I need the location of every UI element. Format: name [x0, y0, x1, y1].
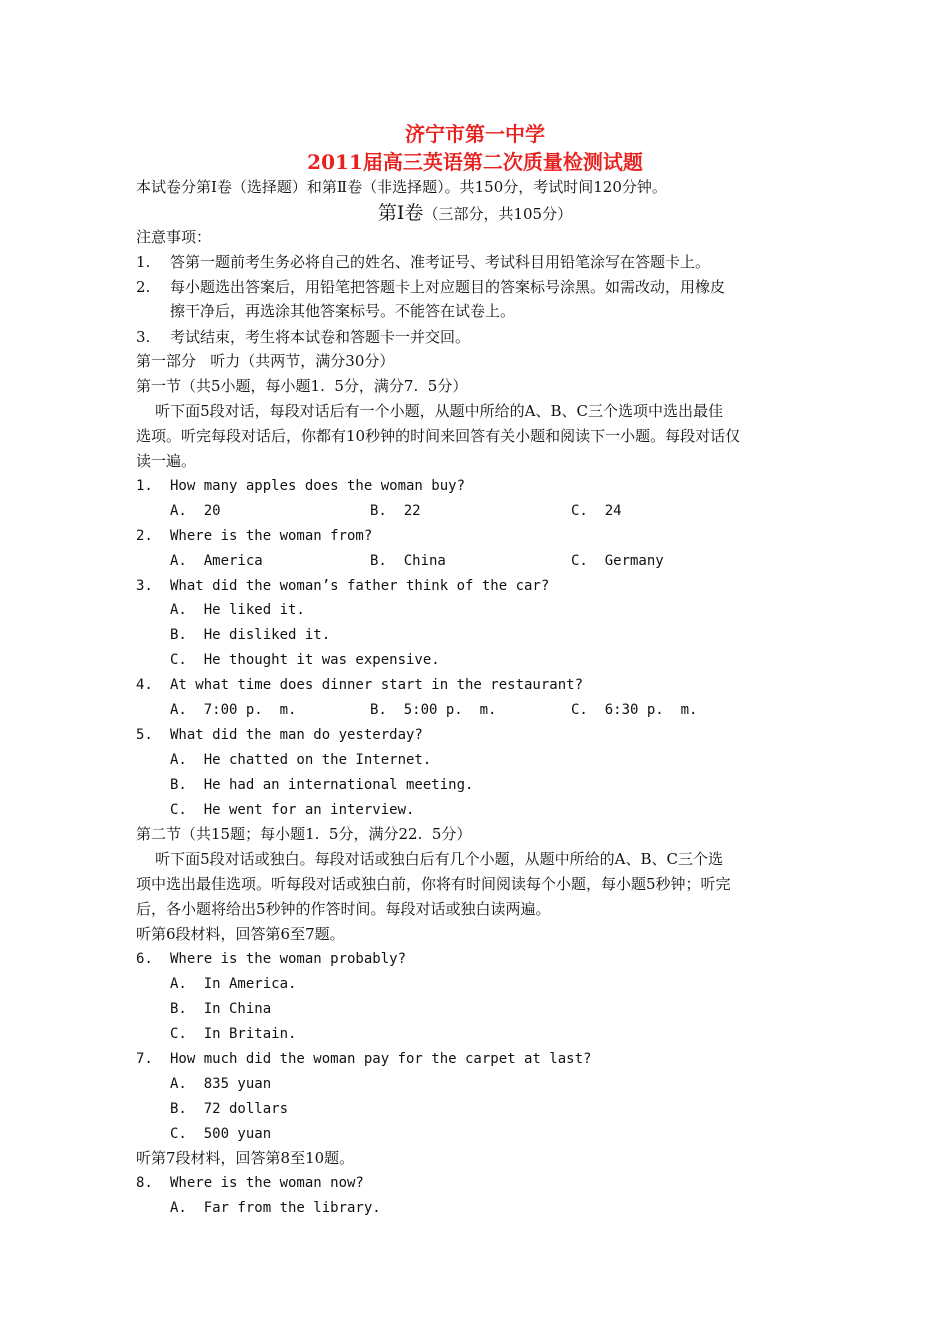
question-text: At what time does dinner start in the restaurant? [170, 677, 584, 693]
section1-instructions-line1: 听下面5段对话，每段对话后有一个小题，从题中所给的A、B、C三个选项中选出最佳 [136, 402, 723, 420]
note-item-2 [136, 277, 725, 297]
section2-heading: 第二节（共15题；每小题1. 5分，满分22. 5分） [136, 825, 472, 843]
option-c: C. In Britain. [170, 1026, 297, 1042]
section2-instructions-line3: 后，各小题将给出5秒钟的作答时间。每段对话或独白读两遍。 [136, 900, 551, 918]
school-title: 济宁市第一中学 [405, 122, 545, 146]
note-text: 答第一题前考生务必将自己的姓名、准考证号、考试科目用铅笔涂写在答题卡上。 [170, 253, 711, 271]
option-a: A. In America. [170, 976, 297, 992]
question-number: 4. [136, 677, 153, 693]
note-item-2-cont: 擦干净后，再选涂其他答案标号。不能答在试卷上。 [170, 302, 516, 320]
question-text: Where is the woman probably? [170, 951, 407, 967]
option-c: C. 24 [571, 503, 622, 519]
option-a: A. He chatted on the Internet. [170, 752, 432, 768]
question-number: 5. [136, 727, 153, 743]
question-4 [136, 675, 583, 695]
option-c: C. Germany [571, 553, 664, 569]
note-number: 3. [136, 328, 151, 346]
option-a: A. Far from the library. [170, 1200, 381, 1216]
question-7 [136, 1049, 591, 1069]
volume1-note: （三部分，共105分） [423, 205, 573, 223]
option-a: A. America [170, 553, 263, 569]
question-5 [136, 725, 423, 745]
option-c: C. 500 yuan [170, 1126, 272, 1142]
question-2 [136, 526, 372, 546]
notes-heading: 注意事项： [136, 228, 212, 246]
note-number: 1. [136, 253, 151, 271]
note-text: 考试结束，考生将本试卷和答题卡一并交回。 [170, 328, 471, 346]
question-number: 3. [136, 578, 153, 594]
question-text: Where is the woman from? [170, 528, 373, 544]
question-6 [136, 949, 406, 969]
material-7-heading: 听第7段材料，回答第8至10题。 [136, 1149, 355, 1167]
question-8 [136, 1173, 364, 1193]
option-a: A. 20 [170, 503, 221, 519]
volume1-title: 第Ⅰ卷 [377, 202, 424, 224]
question-text: How many apples does the woman buy? [170, 478, 466, 494]
material-6-heading: 听第6段材料，回答第6至7题。 [136, 925, 345, 943]
question-text: How much did the woman pay for the carpet at last? [170, 1051, 592, 1067]
question-text: What did the man do yesterday? [170, 727, 423, 743]
note-text: 每小题选出答案后，用铅笔把答题卡上对应题目的答案标号涂黑。如需改动，用橡皮 [170, 278, 726, 296]
section2-instructions-line1: 听下面5段对话或独白。每段对话或独白后有几个小题，从题中所给的A、B、C三个选 [136, 850, 723, 868]
exam-title: 2011届高三英语第二次质量检测试题 [307, 150, 643, 174]
question-number: 7. [136, 1051, 153, 1067]
option-b: B. 72 dollars [170, 1101, 289, 1117]
option-b: B. 22 [370, 503, 421, 519]
option-b: B. 5:00 p. m. [370, 702, 497, 718]
volume1-heading [0, 201, 950, 226]
section1-heading: 第一节（共5小题，每小题1. 5分，满分7. 5分） [136, 377, 468, 395]
question-number: 6. [136, 951, 153, 967]
option-c: C. He thought it was expensive. [170, 652, 440, 668]
question-text: What did the woman’s father think of the car? [170, 578, 550, 594]
question-number: 8. [136, 1175, 153, 1191]
part1-heading: 第一部分 听力（共两节，满分30分） [136, 352, 395, 370]
option-b: B. China [370, 553, 446, 569]
note-item-3 [136, 327, 470, 347]
question-text: Where is the woman now? [170, 1175, 364, 1191]
option-a: A. He liked it. [170, 602, 305, 618]
option-b: B. In China [170, 1001, 272, 1017]
question-number: 1. [136, 478, 153, 494]
option-b: B. He had an international meeting. [170, 777, 474, 793]
option-b: B. He disliked it. [170, 627, 331, 643]
question-3 [136, 576, 549, 596]
question-1 [136, 476, 465, 496]
section1-instructions-line3: 读一遍。 [136, 452, 197, 470]
option-c: C. 6:30 p. m. [571, 702, 698, 718]
intro-text: 本试卷分第Ⅰ卷（选择题）和第Ⅱ卷（非选择题）。共150分，考试时间120分钟。 [136, 178, 667, 196]
option-a: A. 7:00 p. m. [170, 702, 297, 718]
note-item-1 [136, 252, 710, 272]
section2-instructions-line2: 项中选出最佳选项。听每段对话或独白前，你将有时间阅读每个小题，每小题5秒钟；听完 [136, 875, 731, 893]
question-number: 2. [136, 528, 153, 544]
note-number: 2. [136, 278, 151, 296]
option-c: C. He went for an interview. [170, 802, 415, 818]
option-a: A. 835 yuan [170, 1076, 272, 1092]
section1-instructions-line2: 选项。听完每段对话后，你都有10秒钟的时间来回答有关小题和阅读下一小题。每段对话仅 [136, 427, 741, 445]
